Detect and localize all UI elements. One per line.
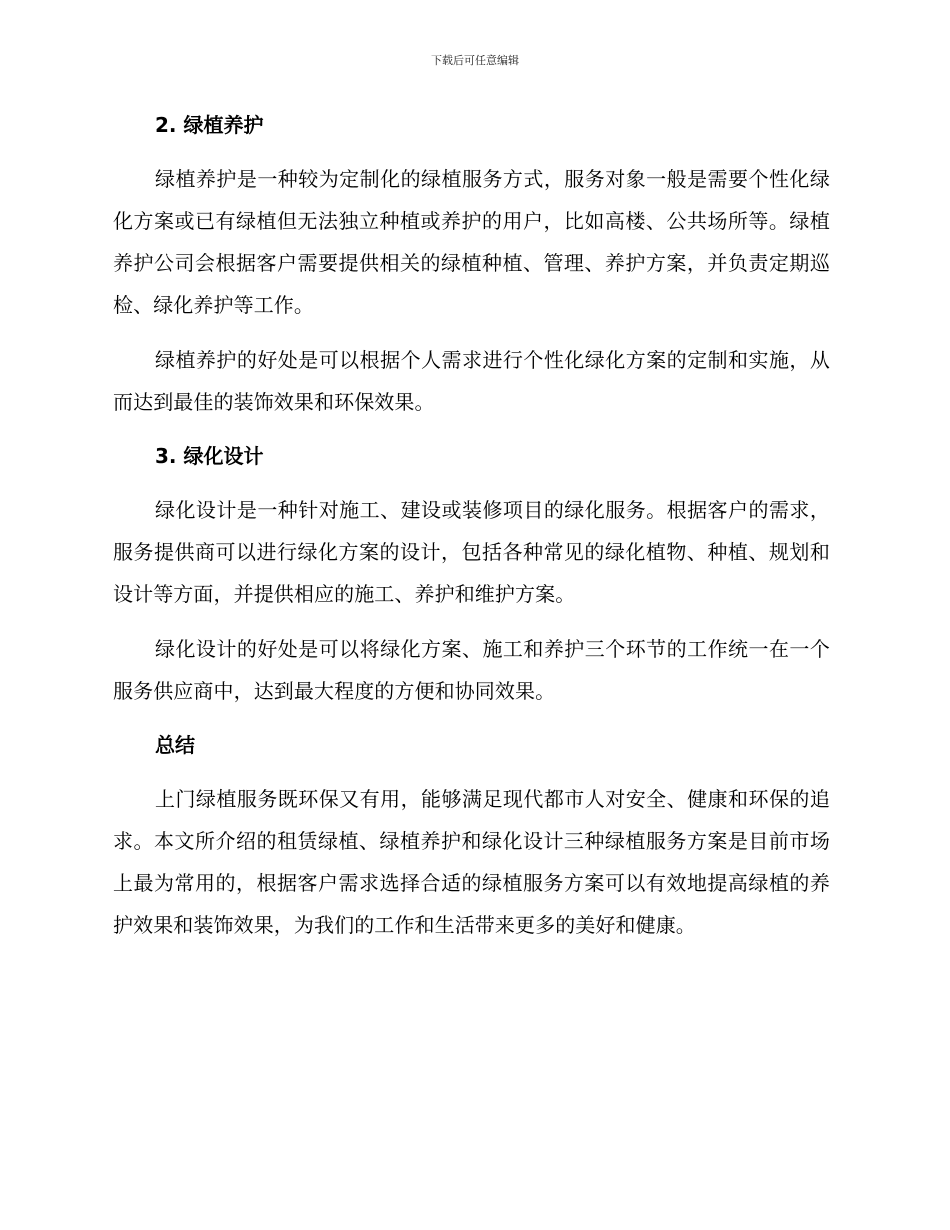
section-summary <box>113 730 830 946</box>
section-plant-maintenance <box>113 110 830 423</box>
section-heading: 2. 绿植养护 <box>155 113 264 137</box>
section-greening-design <box>113 441 830 712</box>
paragraph: 上门绿植服务既环保又有用，能够满足现代都市人对安全、健康和环保的追求。本文所介绍的租赁绿植、绿植养护和绿化设计三种绿植服务方案是目前市场上最为常用的，根据客户需求选择合适的绿植服务方案可以有效地提高绿植的养护效果和装饰效果，为我们的工作和生活带来更多的美好和健康。 <box>113 787 830 937</box>
paragraph: 绿植养护是一种较为定制化的绿植服务方式，服务对象一般是需要个性化绿化方案或已有绿植但无法独立种植或养护的用户，比如高楼、公共场所等。绿植养护公司会根据客户需要提供相关的绿植种植、管理、养护方案，并负责定期巡检、绿化养护等工作。 <box>113 167 830 317</box>
paragraph: 绿化设计的好处是可以将绿化方案、施工和养护三个环节的工作统一在一个服务供应商中，达到最大程度的方便和协同效果。 <box>113 637 830 703</box>
page-header: 下载后可任意编辑 <box>431 54 519 67</box>
document-body <box>113 110 830 959</box>
section-heading: 3. 绿化设计 <box>155 444 264 468</box>
section-heading: 总结 <box>155 733 195 757</box>
paragraph: 绿化设计是一种针对施工、建设或装修项目的绿化服务。根据客户的需求，服务提供商可以进行绿化方案的设计，包括各种常见的绿化植物、种植、规划和设计等方面，并提供相应的施工、养护和维护方案。 <box>113 498 830 606</box>
paragraph: 绿植养护的好处是可以根据个人需求进行个性化绿化方案的定制和实施，从而达到最佳的装饰效果和环保效果。 <box>113 348 830 414</box>
